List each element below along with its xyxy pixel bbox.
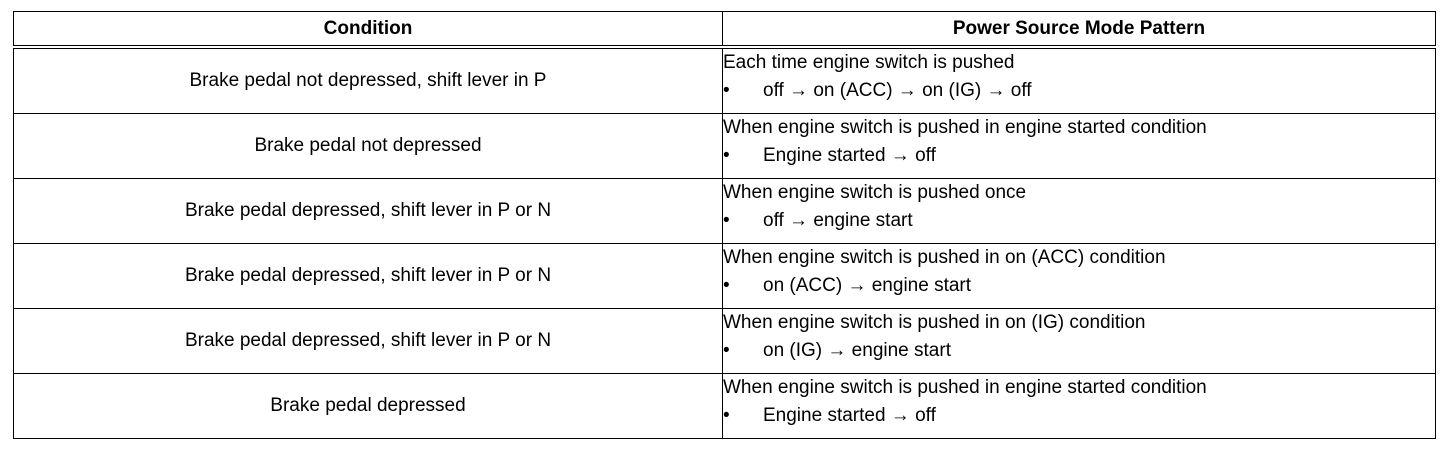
bullet-icon: •: [723, 275, 730, 296]
bullet-icon: •: [723, 405, 730, 426]
pattern-title: When engine switch is pushed once: [723, 182, 1027, 203]
table-row: [14, 374, 1436, 439]
condition-cell: Brake pedal not depressed: [14, 114, 723, 179]
table-row: [14, 114, 1436, 179]
bullet-icon: •: [723, 210, 730, 231]
pattern-detail: on (IG) → engine start: [763, 340, 951, 361]
pattern-title: When engine switch is pushed in engine started condition: [723, 117, 1207, 138]
pattern-bullet-item: [723, 272, 1435, 300]
pattern-detail: off → engine start: [763, 210, 913, 231]
condition-cell: Brake pedal depressed, shift lever in P or N: [14, 309, 723, 374]
table-row: [14, 309, 1436, 374]
pattern-title: Each time engine switch is pushed: [723, 52, 1015, 73]
pattern-column-header: Power Source Mode Pattern: [723, 12, 1436, 48]
pattern-bullet-item: [723, 77, 1435, 105]
pattern-title: When engine switch is pushed in on (ACC) condition: [723, 247, 1166, 268]
table-row: [14, 179, 1436, 244]
table-header-row: [14, 12, 1436, 48]
pattern-bullet-item: [723, 142, 1435, 170]
pattern-bullet-item: [723, 337, 1435, 365]
condition-cell: Brake pedal depressed, shift lever in P or N: [14, 244, 723, 309]
condition-cell: Brake pedal depressed: [14, 374, 723, 439]
pattern-bullet-item: [723, 402, 1435, 430]
pattern-cell: [723, 244, 1436, 309]
pattern-cell: [723, 374, 1436, 439]
pattern-detail: Engine started → off: [763, 145, 936, 166]
pattern-title: When engine switch is pushed in engine started condition: [723, 377, 1207, 398]
pattern-detail: on (ACC) → engine start: [763, 275, 972, 296]
bullet-icon: •: [723, 145, 730, 166]
pattern-title: When engine switch is pushed in on (IG) condition: [723, 312, 1146, 333]
condition-cell: Brake pedal depressed, shift lever in P or N: [14, 179, 723, 244]
table-row: [14, 244, 1436, 309]
condition-column-header: Condition: [14, 12, 723, 48]
table-row: [14, 47, 1436, 114]
pattern-detail: off → on (ACC) → on (IG) → off: [763, 80, 1032, 101]
pattern-cell: [723, 47, 1436, 114]
pattern-cell: [723, 309, 1436, 374]
condition-cell: Brake pedal not depressed, shift lever in P: [14, 47, 723, 114]
pattern-bullet-item: [723, 207, 1435, 235]
bullet-icon: •: [723, 80, 730, 101]
power-source-mode-table: [13, 11, 1436, 439]
bullet-icon: •: [723, 340, 730, 361]
pattern-cell: [723, 179, 1436, 244]
pattern-detail: Engine started → off: [763, 405, 936, 426]
pattern-cell: [723, 114, 1436, 179]
